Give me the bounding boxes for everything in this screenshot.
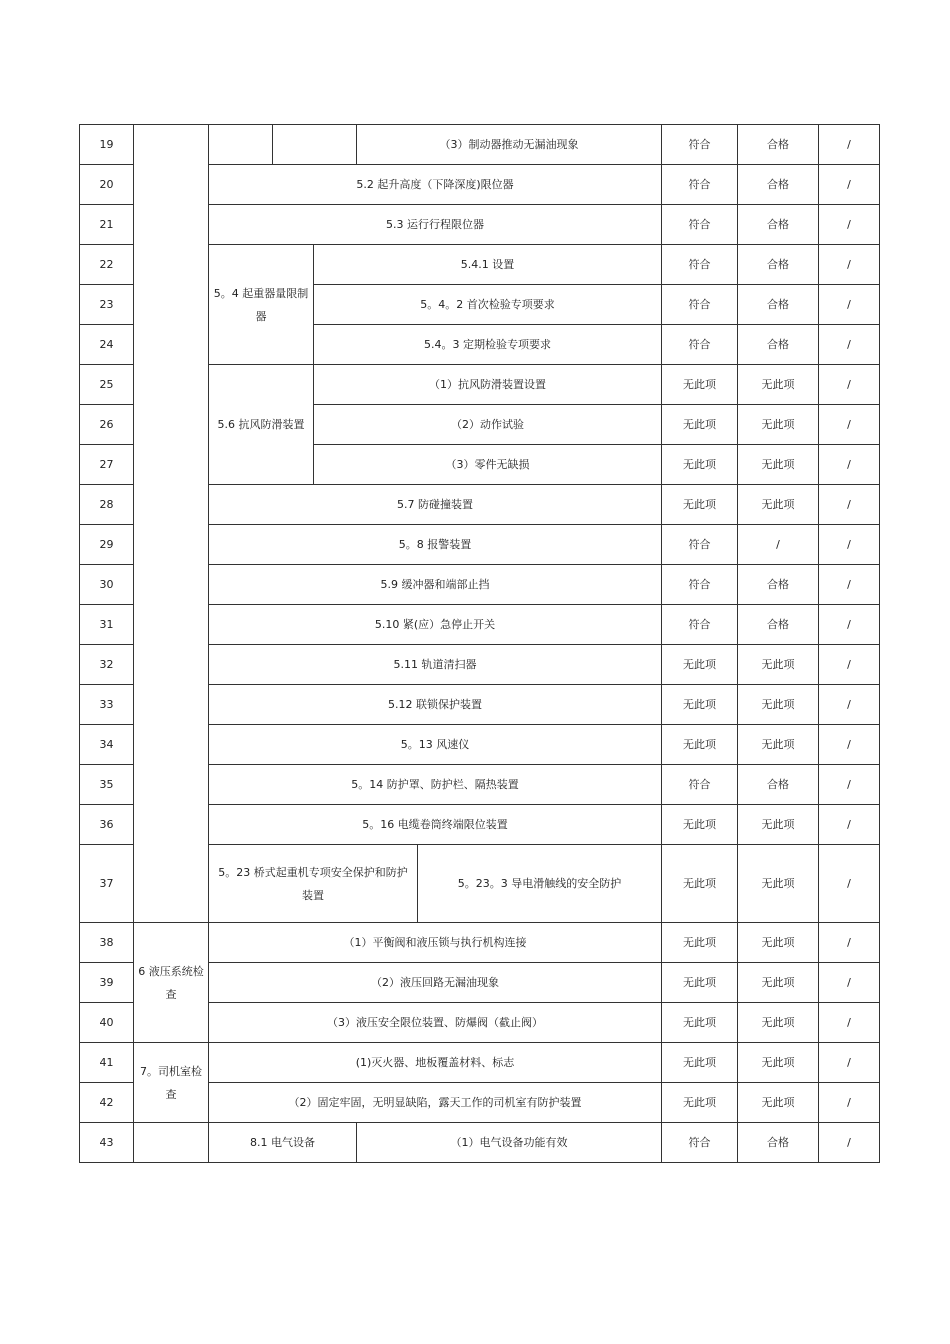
check-result: 无此项	[662, 845, 738, 923]
check-remark: /	[819, 485, 880, 525]
check-remark: /	[819, 685, 880, 725]
table-row	[80, 1043, 880, 1083]
check-remark: /	[819, 205, 880, 245]
check-result: 无此项	[662, 1043, 738, 1083]
check-item: （3）液压安全限位装置、防爆阀（截止阀）	[209, 1003, 662, 1043]
check-result: 符合	[662, 525, 738, 565]
check-result: 无此项	[662, 805, 738, 845]
check-conclusion: 无此项	[738, 1083, 819, 1123]
check-result: 无此项	[662, 365, 738, 405]
check-remark: /	[819, 325, 880, 365]
row-number: 21	[80, 205, 134, 245]
group-cab: 7。司机室检查	[134, 1043, 209, 1123]
check-remark: /	[819, 165, 880, 205]
row-number: 43	[80, 1123, 134, 1163]
check-conclusion: 合格	[738, 245, 819, 285]
check-item: 5.11 轨道清扫器	[209, 645, 662, 685]
check-result: 符合	[662, 765, 738, 805]
check-conclusion: 无此项	[738, 1043, 819, 1083]
check-remark: /	[819, 285, 880, 325]
check-conclusion: 合格	[738, 605, 819, 645]
check-result: 无此项	[662, 685, 738, 725]
check-remark: /	[819, 725, 880, 765]
check-conclusion: 合格	[738, 1123, 819, 1163]
check-remark: /	[819, 405, 880, 445]
group-electrical: 8.1 电气设备	[209, 1123, 357, 1163]
subitem-cell-empty	[273, 125, 357, 165]
check-conclusion: 无此项	[738, 445, 819, 485]
check-conclusion: 合格	[738, 765, 819, 805]
subcategory-cell-empty	[209, 125, 273, 165]
inspection-table	[79, 124, 880, 1163]
check-result: 无此项	[662, 963, 738, 1003]
category-cell-empty	[134, 1123, 209, 1163]
row-number: 35	[80, 765, 134, 805]
check-result: 符合	[662, 285, 738, 325]
row-number: 42	[80, 1083, 134, 1123]
row-number: 36	[80, 805, 134, 845]
check-conclusion: 合格	[738, 165, 819, 205]
table-row	[80, 1123, 880, 1163]
check-remark: /	[819, 805, 880, 845]
check-item: （1）平衡阀和液压锁与执行机构连接	[209, 923, 662, 963]
check-remark: /	[819, 605, 880, 645]
check-item: 5.4。3 定期检验专项要求	[314, 325, 662, 365]
check-conclusion: 无此项	[738, 1003, 819, 1043]
row-number: 33	[80, 685, 134, 725]
check-item: 5。23。3 导电滑触线的安全防护	[418, 845, 662, 923]
check-result: 符合	[662, 245, 738, 285]
table-row	[80, 923, 880, 963]
check-item: 5.12 联锁保护装置	[209, 685, 662, 725]
check-conclusion: 无此项	[738, 405, 819, 445]
check-item: （1）抗风防滑装置设置	[314, 365, 662, 405]
check-item: 5.9 缓冲器和端部止挡	[209, 565, 662, 605]
check-item: 5。8 报警装置	[209, 525, 662, 565]
check-conclusion: 无此项	[738, 923, 819, 963]
check-remark: /	[819, 765, 880, 805]
check-item: 5.10 紧(应）急停止开关	[209, 605, 662, 645]
check-remark: /	[819, 525, 880, 565]
check-result: 符合	[662, 325, 738, 365]
check-item: 5.7 防碰撞装置	[209, 485, 662, 525]
check-result: 无此项	[662, 445, 738, 485]
check-item: （2）固定牢固，无明显缺陷，露天工作的司机室有防护装置	[209, 1083, 662, 1123]
row-number: 26	[80, 405, 134, 445]
check-conclusion: 无此项	[738, 963, 819, 1003]
check-item: 5.3 运行行程限位器	[209, 205, 662, 245]
row-number: 38	[80, 923, 134, 963]
row-number: 20	[80, 165, 134, 205]
check-remark: /	[819, 1003, 880, 1043]
check-result: 无此项	[662, 485, 738, 525]
check-item: 5。16 电缆卷筒终端限位装置	[209, 805, 662, 845]
check-remark: /	[819, 1123, 880, 1163]
group-bridge-crane: 5。23 桥式起重机专项安全保护和防护装置	[209, 845, 418, 923]
check-conclusion: 无此项	[738, 805, 819, 845]
row-number: 30	[80, 565, 134, 605]
check-item: （1）电气设备功能有效	[357, 1123, 662, 1163]
row-number: 28	[80, 485, 134, 525]
check-result: 无此项	[662, 1003, 738, 1043]
row-number: 34	[80, 725, 134, 765]
check-item: （3）制动器推动无漏油现象	[357, 125, 662, 165]
check-result: 无此项	[662, 923, 738, 963]
row-number: 19	[80, 125, 134, 165]
check-conclusion: 合格	[738, 565, 819, 605]
check-conclusion: 无此项	[738, 845, 819, 923]
check-remark: /	[819, 923, 880, 963]
check-result: 无此项	[662, 405, 738, 445]
check-remark: /	[819, 963, 880, 1003]
check-item: （2）液压回路无漏油现象	[209, 963, 662, 1003]
check-conclusion: 无此项	[738, 685, 819, 725]
check-result: 无此项	[662, 1083, 738, 1123]
check-result: 无此项	[662, 645, 738, 685]
check-item: （3）零件无缺损	[314, 445, 662, 485]
check-item: （2）动作试验	[314, 405, 662, 445]
check-conclusion: 合格	[738, 285, 819, 325]
check-result: 符合	[662, 565, 738, 605]
check-result: 符合	[662, 165, 738, 205]
check-item: (1)灭火器、地板覆盖材料、标志	[209, 1043, 662, 1083]
check-result: 符合	[662, 1123, 738, 1163]
row-number: 27	[80, 445, 134, 485]
check-result: 符合	[662, 205, 738, 245]
check-conclusion: 合格	[738, 325, 819, 365]
table-row	[80, 125, 880, 165]
check-conclusion: 合格	[738, 125, 819, 165]
check-conclusion: /	[738, 525, 819, 565]
category-cell-empty	[134, 125, 209, 923]
row-number: 25	[80, 365, 134, 405]
check-result: 无此项	[662, 725, 738, 765]
group-hydraulic: 6 液压系统检查	[134, 923, 209, 1043]
group-anti-wind: 5.6 抗风防滑装置	[209, 365, 314, 485]
check-conclusion: 无此项	[738, 725, 819, 765]
row-number: 24	[80, 325, 134, 365]
row-number: 29	[80, 525, 134, 565]
row-number: 41	[80, 1043, 134, 1083]
check-remark: /	[819, 125, 880, 165]
row-number: 37	[80, 845, 134, 923]
check-remark: /	[819, 645, 880, 685]
row-number: 23	[80, 285, 134, 325]
row-number: 32	[80, 645, 134, 685]
check-item: 5。14 防护罩、防护栏、隔热装置	[209, 765, 662, 805]
check-conclusion: 无此项	[738, 485, 819, 525]
check-conclusion: 无此项	[738, 645, 819, 685]
check-result: 符合	[662, 605, 738, 645]
row-number: 31	[80, 605, 134, 645]
check-conclusion: 合格	[738, 205, 819, 245]
check-conclusion: 无此项	[738, 365, 819, 405]
check-remark: /	[819, 445, 880, 485]
check-remark: /	[819, 1083, 880, 1123]
check-result: 符合	[662, 125, 738, 165]
check-remark: /	[819, 365, 880, 405]
check-remark: /	[819, 565, 880, 605]
check-item: 5。13 风速仪	[209, 725, 662, 765]
check-item: 5.2 起升高度（下降深度)限位器	[209, 165, 662, 205]
group-limiter: 5。4 起重器量限制器	[209, 245, 314, 365]
check-item: 5.4.1 设置	[314, 245, 662, 285]
check-remark: /	[819, 845, 880, 923]
row-number: 40	[80, 1003, 134, 1043]
check-remark: /	[819, 245, 880, 285]
row-number: 22	[80, 245, 134, 285]
row-number: 39	[80, 963, 134, 1003]
check-item: 5。4。2 首次检验专项要求	[314, 285, 662, 325]
check-remark: /	[819, 1043, 880, 1083]
